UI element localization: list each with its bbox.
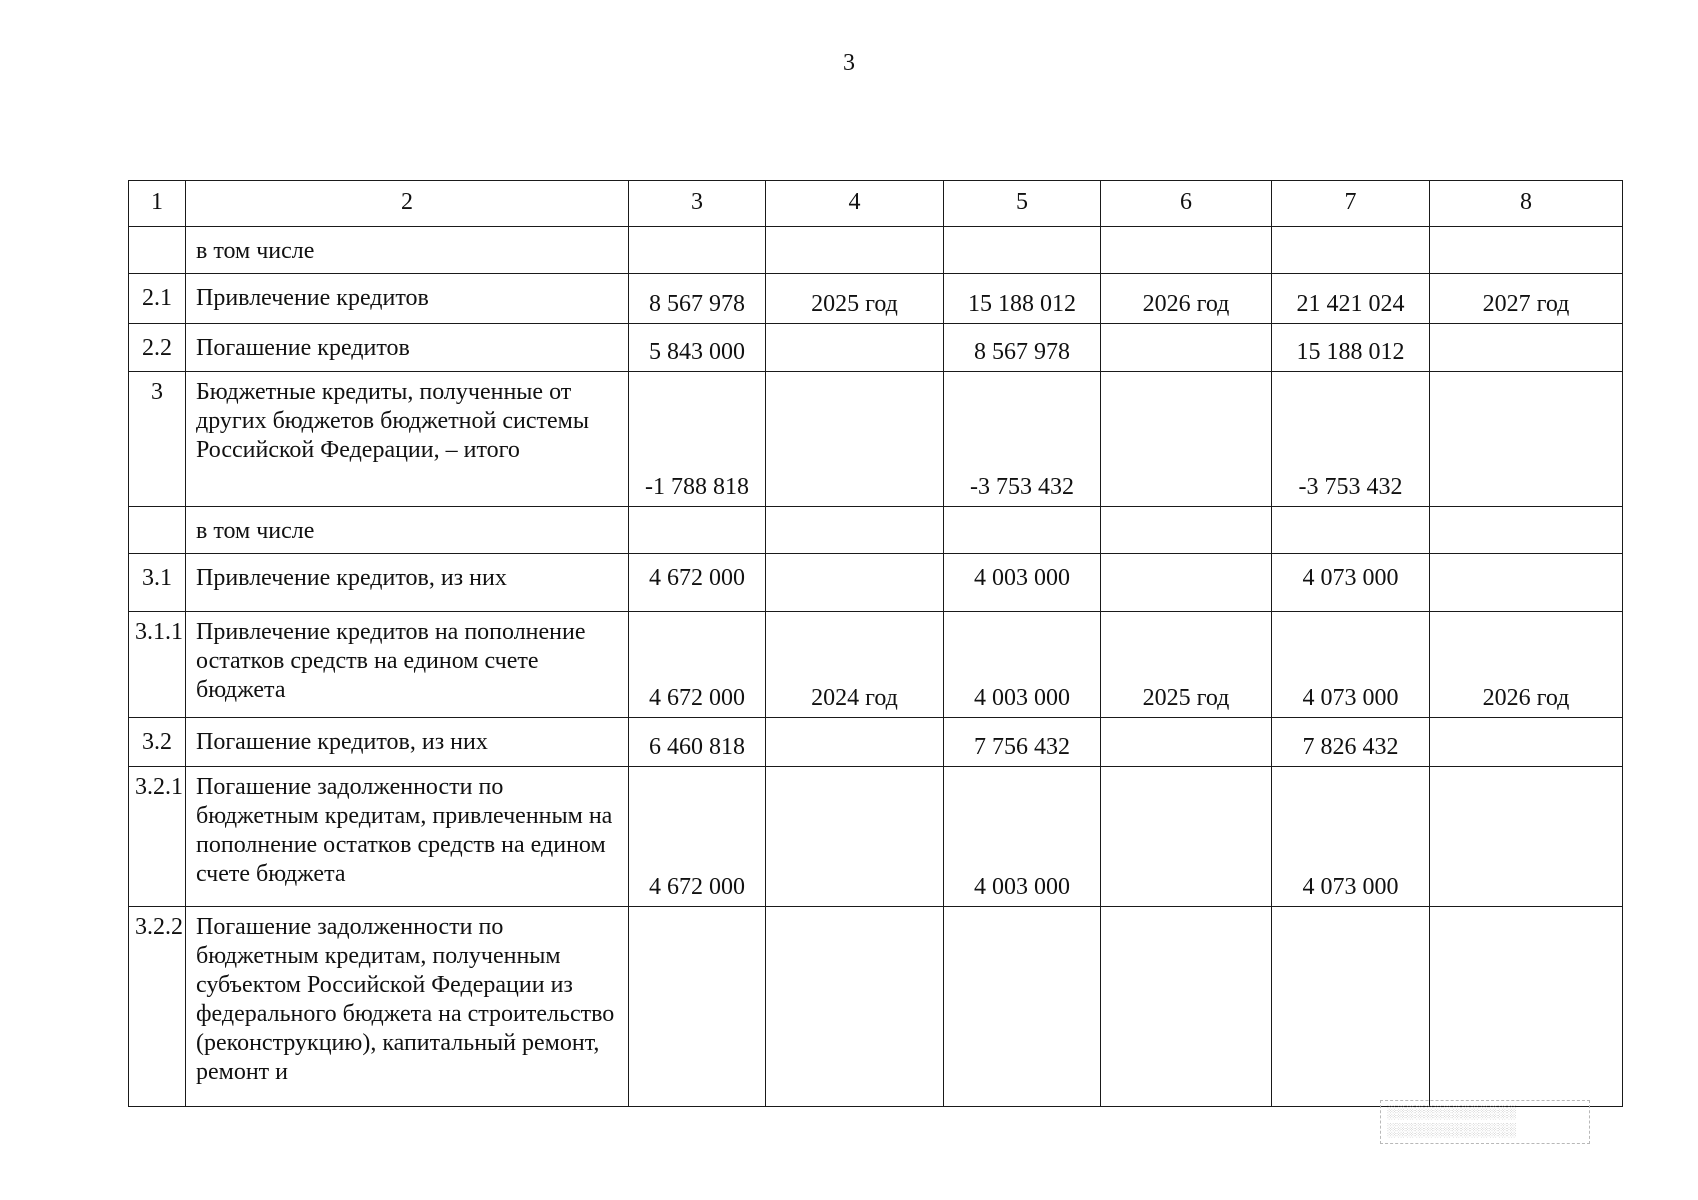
cell-col3: 4 672 000 — [629, 767, 766, 907]
table-row — [129, 227, 1623, 274]
cell-col3: 4 672 000 — [629, 554, 766, 612]
table-row — [129, 507, 1623, 554]
row-number: 2.1 — [129, 274, 186, 324]
row-label: в том числе — [186, 507, 629, 554]
row-number — [129, 507, 186, 554]
header-cell: 4 — [766, 181, 944, 227]
cell-col5 — [944, 227, 1101, 274]
cell-col5: 4 003 000 — [944, 612, 1101, 718]
page-number: 3 — [843, 50, 855, 76]
cell-col4 — [766, 718, 944, 767]
cell-col5: 4 003 000 — [944, 554, 1101, 612]
cell-col3 — [629, 907, 766, 1107]
row-label: Погашение задолженности по бюджетным кредитам, привлеченным на пополнение остатков средств на едином счете бюджета — [186, 767, 629, 907]
cell-col6: 2025 год — [1101, 612, 1272, 718]
cell-col3: -1 788 818 — [629, 372, 766, 507]
table-row — [129, 718, 1623, 767]
row-number: 3.1.1 — [129, 612, 186, 718]
row-label: Привлечение кредитов — [186, 274, 629, 324]
row-number: 3.2 — [129, 718, 186, 767]
cell-col7: 4 073 000 — [1272, 767, 1430, 907]
cell-col6 — [1101, 324, 1272, 372]
cell-col4 — [766, 324, 944, 372]
cell-col8 — [1430, 907, 1623, 1107]
stamp-line: ░░░░░░░░░░░░░░ — [1387, 1122, 1516, 1137]
header-cell: 7 — [1272, 181, 1430, 227]
cell-col6 — [1101, 372, 1272, 507]
cell-col3: 4 672 000 — [629, 612, 766, 718]
cell-col6: 2026 год — [1101, 274, 1272, 324]
cell-col6 — [1101, 554, 1272, 612]
cell-col6 — [1101, 907, 1272, 1107]
row-label: Бюджетные кредиты, полученные от других бюджетов бюджетной системы Российской Федерации, – итого — [186, 372, 629, 507]
cell-col7 — [1272, 227, 1430, 274]
cell-col4: 2025 год — [766, 274, 944, 324]
row-label: Погашение кредитов — [186, 324, 629, 372]
table-row — [129, 324, 1623, 372]
row-label: в том числе — [186, 227, 629, 274]
cell-col7: 4 073 000 — [1272, 612, 1430, 718]
header-cell: 6 — [1101, 181, 1272, 227]
row-number: 3.2.2 — [129, 907, 186, 1107]
table-row — [129, 767, 1623, 907]
cell-col5: 15 188 012 — [944, 274, 1101, 324]
cell-col3: 8 567 978 — [629, 274, 766, 324]
table-row — [129, 372, 1623, 507]
row-number: 2.2 — [129, 324, 186, 372]
header-cell: 8 — [1430, 181, 1623, 227]
cell-col4 — [766, 554, 944, 612]
table-row — [129, 554, 1623, 612]
cell-col5: 8 567 978 — [944, 324, 1101, 372]
cell-col8 — [1430, 372, 1623, 507]
table-header-row — [129, 181, 1623, 227]
header-cell: 3 — [629, 181, 766, 227]
cell-col8 — [1430, 507, 1623, 554]
cell-col7: 4 073 000 — [1272, 554, 1430, 612]
cell-col4: 2024 год — [766, 612, 944, 718]
cell-col8 — [1430, 767, 1623, 907]
header-cell: 2 — [186, 181, 629, 227]
cell-col6 — [1101, 507, 1272, 554]
cell-col8 — [1430, 227, 1623, 274]
table-row — [129, 274, 1623, 324]
cell-col4 — [766, 507, 944, 554]
table-row — [129, 612, 1623, 718]
row-label: Погашение кредитов, из них — [186, 718, 629, 767]
cell-col7 — [1272, 507, 1430, 554]
row-number — [129, 227, 186, 274]
faint-stamp — [1380, 1100, 1590, 1144]
cell-col3: 5 843 000 — [629, 324, 766, 372]
row-label: Привлечение кредитов на пополнение остатков средств на едином счете бюджета — [186, 612, 629, 718]
cell-col8 — [1430, 718, 1623, 767]
cell-col8 — [1430, 554, 1623, 612]
cell-col3: 6 460 818 — [629, 718, 766, 767]
cell-col7: 7 826 432 — [1272, 718, 1430, 767]
cell-col4 — [766, 907, 944, 1107]
cell-col8: 2027 год — [1430, 274, 1623, 324]
cell-col3 — [629, 507, 766, 554]
cell-col4 — [766, 227, 944, 274]
cell-col5: 7 756 432 — [944, 718, 1101, 767]
cell-col5 — [944, 507, 1101, 554]
cell-col3 — [629, 227, 766, 274]
cell-col7: 15 188 012 — [1272, 324, 1430, 372]
cell-col7: -3 753 432 — [1272, 372, 1430, 507]
cell-col5 — [944, 907, 1101, 1107]
header-cell: 5 — [944, 181, 1101, 227]
cell-col6 — [1101, 227, 1272, 274]
cell-col8: 2026 год — [1430, 612, 1623, 718]
cell-col4 — [766, 372, 944, 507]
row-number: 3 — [129, 372, 186, 507]
cell-col4 — [766, 767, 944, 907]
cell-col6 — [1101, 718, 1272, 767]
table-row — [129, 907, 1623, 1107]
finance-table — [128, 180, 1623, 1107]
cell-col5: -3 753 432 — [944, 372, 1101, 507]
cell-col7 — [1272, 907, 1430, 1107]
row-label: Привлечение кредитов, из них — [186, 554, 629, 612]
cell-col8 — [1430, 324, 1623, 372]
cell-col5: 4 003 000 — [944, 767, 1101, 907]
row-number: 3.2.1 — [129, 767, 186, 907]
cell-col7: 21 421 024 — [1272, 274, 1430, 324]
row-number: 3.1 — [129, 554, 186, 612]
stamp-line: ░░░░░░░░░░░░░░ — [1387, 1104, 1516, 1119]
row-label: Погашение задолженности по бюджетным кредитам, полученным субъектом Российской Федерации из федерального бюджета на строительство (реконструкцию), капитальный ремонт, ремонт и — [186, 907, 629, 1107]
header-cell: 1 — [129, 181, 186, 227]
cell-col6 — [1101, 767, 1272, 907]
